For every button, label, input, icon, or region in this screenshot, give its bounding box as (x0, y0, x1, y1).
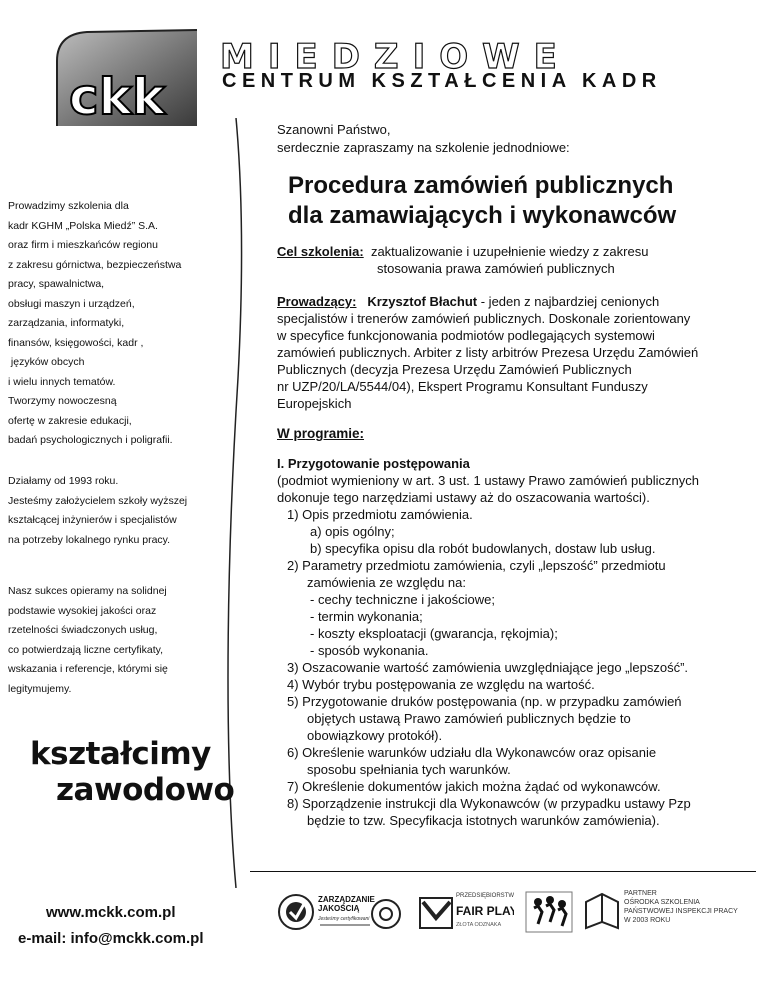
program-item: b) specyfika opisu dla robót budowlanych, dostaw lub usług. (310, 541, 656, 556)
sidebar-line: języków obcych (8, 356, 85, 368)
goal-text: stosowania prawa zamówień publicznych (377, 261, 615, 276)
goal-block (277, 243, 747, 277)
program-item: - koszty eksploatacji (gwarancja, rękojmia); (310, 626, 558, 641)
footer-divider (250, 871, 756, 872)
program-item: 6) Określenie warunków udziału dla Wykonawców oraz opisanie (287, 745, 657, 760)
program-item: 3) Oszacowanie wartość zamówienia uwzględniające jego „lepszość”. (287, 660, 689, 675)
svg-text:MIEDZIOWE: MIEDZIOWE (220, 40, 571, 77)
svg-text:ckk: ckk (69, 68, 166, 126)
lecturer-desc-line: Europejskich (277, 396, 352, 411)
training-title (288, 171, 676, 231)
lecturer-desc-line: nr UZP/20/LA/5544/04), Ekspert Programu Konsultant Funduszy (277, 379, 648, 394)
svg-text:ZARZĄDZANIE: ZARZĄDZANIE (318, 895, 375, 904)
sidebar-line: na potrzeby lokalnego rynku pracy. (8, 533, 171, 546)
sidebar-line: Prowadzimy szkolenia dla (8, 200, 129, 212)
svg-text:W 2003 ROKU: W 2003 ROKU (624, 917, 671, 924)
program-item: 8) Sporządzenie instrukcji dla Wykonawców (w przypadku ustawy Pzp (287, 796, 691, 811)
fair-play-logo (418, 888, 514, 943)
sidebar-line: Tworzymy nowoczesną (8, 395, 117, 407)
sidebar-line: Nasz sukces opieramy na solidnej (8, 585, 167, 597)
sidebar-line: badań psychologicznych i poligrafii. (8, 434, 173, 446)
sidebar-line: z zakresu górnictwa, bezpieczeństwa (8, 258, 182, 271)
brand-subtitle: CENTRUM KSZTAŁCENIA KADR (222, 70, 662, 92)
sidebar-line: oraz firm i mieszkańców regionu (8, 239, 158, 251)
sidebar-line: finansów, księgowości, kadr , (8, 336, 144, 349)
program-item: sposobu spełniania tych warunków. (307, 762, 511, 777)
goal-label: Cel szkolenia: (277, 244, 364, 259)
lecturer-desc: - jeden z najbardziej cenionych (477, 294, 660, 309)
section-intro: (podmiot wymieniony w art. 3 ust. 1 ustawy Prawo zamówień publicznych (277, 473, 699, 488)
program-item: będzie to tzw. Specyfikacja istotnych warunków zamówienia). (307, 813, 660, 828)
program-item: 5) Przygotowanie druków postępowania (np. w przypadku zamówień (287, 694, 682, 709)
slogan-line: zawodowo (56, 772, 235, 808)
program-item: zamówienia ze względu na: (307, 575, 466, 590)
sidebar-line: Jesteśmy założycielem szkoły wyższej (8, 494, 188, 507)
program-item: a) opis ogólny; (310, 524, 395, 539)
invitation: serdecznie zapraszamy na szkolenie jednodniowe: (277, 140, 570, 155)
program-item: 2) Parametry przedmiotu zamówienia, czyli „lepszość” przedmiotu (287, 558, 666, 573)
svg-text:PARTNER: PARTNER (624, 890, 657, 897)
sidebar-line: kadr KGHM „Polska Miedź” S.A. (8, 219, 158, 232)
svg-text:OŚRODKA SZKOLENIA: OŚRODKA SZKOLENIA (624, 899, 700, 906)
sidebar-line: co potwierdzają liczne certyfikaty, (8, 643, 164, 656)
svg-text:PRZEDSIĘBIORSTWO: PRZEDSIĘBIORSTWO (456, 893, 514, 899)
title-line: Procedura zamówień publicznych (288, 172, 674, 199)
sidebar-line: i wielu innych tematów. (8, 375, 116, 388)
sidebar-line: Działamy od 1993 roku. (8, 475, 119, 487)
svg-text:FAIR PLAY: FAIR PLAY (456, 904, 514, 918)
svg-text:Jesteśmy certyfikowani: Jesteśmy certyfikowani (318, 916, 370, 922)
program-list (277, 455, 747, 829)
sidebar-line: podstawie wysokiej jakości oraz (8, 604, 157, 617)
svg-text:PAŃSTWOWEJ INSPEKCJI PRACY: PAŃSTWOWEJ INSPEKCJI PRACY (624, 908, 738, 915)
quality-management-logo (276, 888, 416, 945)
title-line: dla zamawiających i wykonawców (288, 202, 677, 229)
program-item: - sposób wykonania. (310, 643, 429, 658)
lecturer-name: Krzysztof Błachut (367, 294, 478, 309)
email-link[interactable]: e-mail: info@mckk.com.pl (18, 930, 204, 947)
lecturer-desc-line: w specyfice funkcjonowania podmiotów podlegających systemowi (277, 328, 655, 343)
goal-text: zaktualizowanie i uzupełnienie wiedzy z zakresu (370, 244, 649, 259)
lecturer-desc-line: specjalistów i trenerów zamówień publicznych. Doskonale zorientowany (277, 311, 691, 326)
sidebar-line: ofertę w zakresie edukacji, (8, 414, 132, 427)
program-heading: W programie: (277, 426, 365, 441)
program-item: 7) Określenie dokumentów jakich można żądać od wykonawców. (287, 779, 661, 794)
greeting-block (277, 121, 747, 157)
section-title: I. Przygotowanie postępowania (277, 456, 470, 471)
sidebar-line: legitymujemy. (8, 682, 72, 695)
figures-logo (524, 890, 574, 939)
greeting: Szanowni Państwo, (277, 122, 391, 137)
svg-text:ZŁOTA ODZNAKA: ZŁOTA ODZNAKA (456, 922, 502, 928)
mckk-logo (47, 26, 210, 138)
sidebar-quality-block (8, 585, 168, 702)
website-link[interactable]: www.mckk.com.pl (46, 904, 176, 921)
program-item: objętych ustawą Prawo zamówień publicznych będzie to (307, 711, 631, 726)
program-item: 4) Wybór trybu postępowania ze względu na wartość. (287, 677, 595, 692)
program-item: - termin wykonania; (310, 609, 423, 624)
sidebar-line: rzetelności świadczonych usług, (8, 624, 158, 636)
labour-inspection-partner-logo (582, 884, 762, 943)
lecturer-block (277, 293, 747, 412)
section-intro: dokonuje tego narzędziami ustawy aż do oszacowania wartości). (277, 490, 650, 505)
lecturer-desc-line: Publicznych (decyzja Prezesa Urzędu Zamówień Publicznych (277, 362, 632, 377)
sidebar-line: pracy, spawalnictwa, (8, 278, 105, 290)
sidebar-line: kształcącej inżynierów i specjalistów (8, 514, 177, 526)
slogan-line: kształcimy (30, 736, 211, 772)
program-item: - cechy techniczne i jakościowe; (310, 592, 495, 607)
lecturer-desc-line: zamówień publicznych. Arbiter z listy arbitrów Prezesa Urzędu Zamówień (277, 345, 699, 360)
program-item: 1) Opis przedmiotu zamówienia. (287, 507, 473, 522)
lecturer-label: Prowadzący: (277, 294, 357, 309)
program-item: obowiązkowy protokół). (307, 728, 443, 743)
sidebar-about-block (8, 200, 181, 454)
slogan (30, 736, 234, 808)
sidebar-line: obsługi maszyn i urządzeń, (8, 297, 135, 310)
sidebar-line: zarządzania, informatyki, (8, 317, 125, 329)
svg-text:JAKOŚCIĄ: JAKOŚCIĄ (318, 904, 360, 913)
sidebar-history-block (8, 475, 187, 553)
sidebar-line: wskazania i referencje, którymi się (8, 663, 168, 675)
